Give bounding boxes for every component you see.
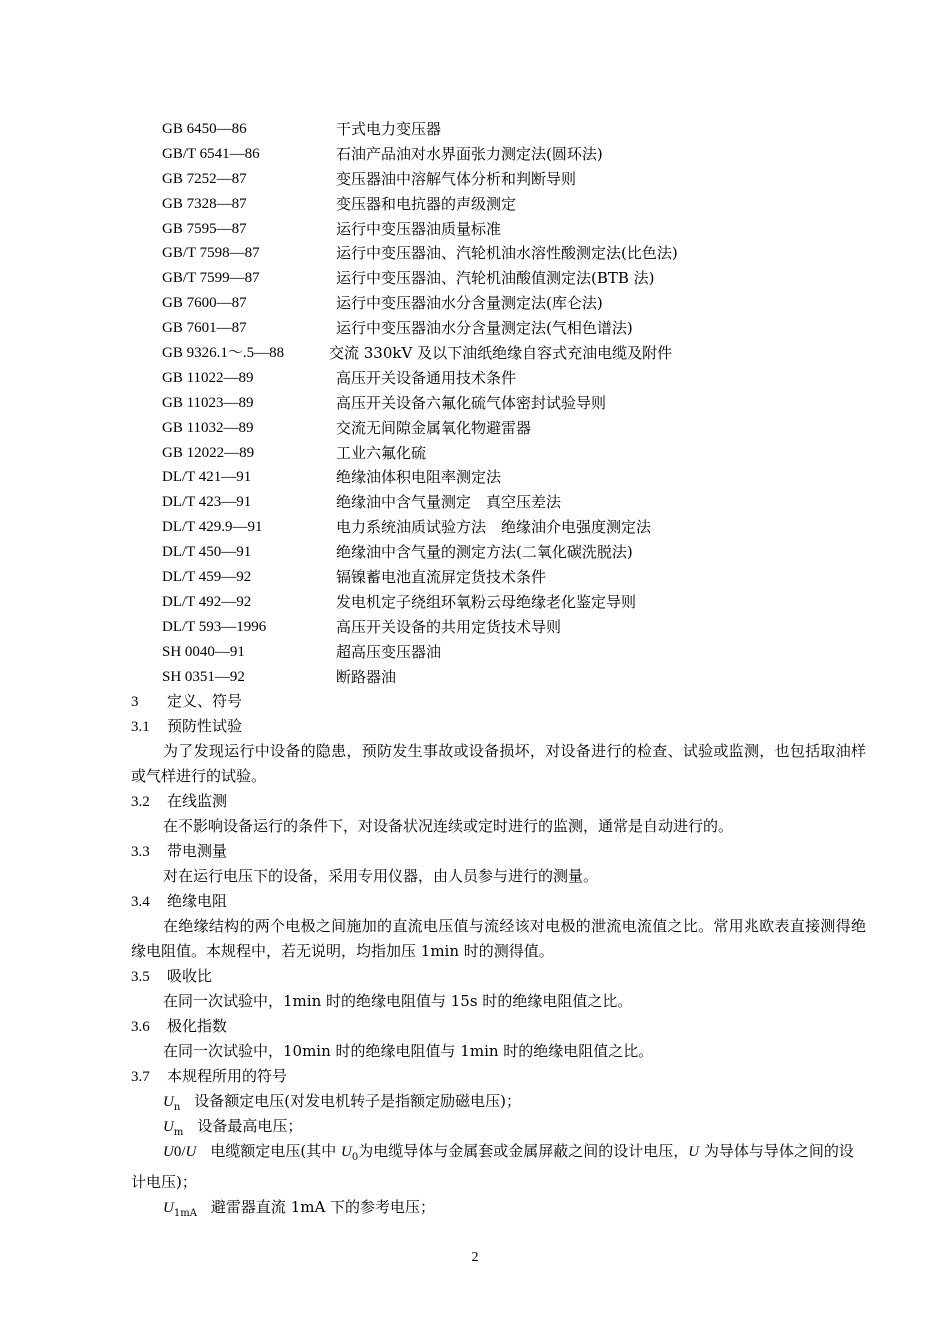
standard-code: GB 11023—89	[162, 394, 254, 411]
definition-heading	[131, 789, 866, 814]
standard-row	[162, 341, 882, 366]
section-number: 3.7	[131, 1069, 150, 1085]
symbol-letter: U	[185, 1144, 197, 1160]
section-3-7-heading	[131, 1064, 866, 1089]
standard-title: 运行中变压器油质量标准	[336, 219, 502, 238]
standard-title: 高压开关设备的共用定货技术导则	[336, 617, 562, 636]
standard-row	[162, 366, 882, 391]
definitions-section	[131, 689, 866, 1220]
standard-row	[162, 565, 882, 590]
standard-code: GB/T 6541—86	[162, 145, 260, 162]
standard-code: GB 9326.1～.5—88	[162, 345, 285, 362]
standard-title: 运行中变压器油水分含量测定法(库仑法)	[336, 294, 603, 313]
standard-title: 发电机定子绕组环氧粉云母绝缘老化鉴定导则	[336, 592, 637, 611]
standard-code: GB/T 7598—87	[162, 245, 260, 262]
symbol-letter: U	[163, 1119, 174, 1135]
standard-row	[162, 217, 882, 242]
symbol-mid: 0/	[173, 1144, 186, 1160]
symbol-description: 设备最高电压；	[197, 1117, 303, 1135]
definition-number: 3.1	[131, 719, 150, 735]
definition-heading	[131, 964, 866, 989]
standard-row	[162, 241, 882, 266]
symbol-letter: U	[163, 1144, 174, 1160]
standard-code: GB 11032—89	[162, 419, 254, 436]
symbol-u0u	[131, 1139, 866, 1195]
standard-title: 高压开关设备六氟化硫气体密封试验导则	[336, 393, 607, 412]
symbol-subscript: 1mA	[173, 1208, 197, 1219]
standard-row	[162, 540, 882, 565]
symbol-um	[131, 1114, 866, 1139]
definition-number: 3.2	[131, 794, 150, 810]
definition-text: 在绝缘结构的两个电极之间施加的直流电压值与流经该对电极的泄流电流值之比。常用兆欧表直接测得绝缘电阻值。本规程中，若无说明，均指加压 1min 时的测得值。	[131, 917, 866, 960]
symbol-description: 为电缆导体与金属套或金属屏蔽之间的设计电压，	[358, 1142, 689, 1160]
definition-text: 在不影响设备运行的条件下，对设备状况连续或定时进行的监测，通常是自动进行的。	[163, 817, 734, 835]
standard-code: GB 12022—89	[162, 444, 255, 461]
standard-code: GB 7252—87	[162, 170, 247, 187]
standard-row	[162, 465, 882, 490]
standard-title: 运行中变压器油水分含量测定法(气相色谱法)	[336, 319, 633, 338]
definition-number: 3.4	[131, 894, 150, 910]
definition-items	[131, 714, 866, 1064]
standard-row	[162, 192, 882, 217]
standard-row	[162, 640, 882, 665]
standard-code: DL/T 459—92	[162, 569, 252, 586]
standard-code: SH 0040—91	[162, 643, 245, 660]
symbol-letter: U	[340, 1144, 352, 1160]
definition-number: 3.5	[131, 969, 150, 985]
symbol-u1ma	[131, 1195, 866, 1220]
section-title: 本规程所用的符号	[167, 1067, 288, 1085]
symbol-description: 设备额定电压(对发电机转子是指额定励磁电压)；	[194, 1092, 522, 1110]
standard-code: DL/T 450—91	[162, 544, 252, 561]
standard-row	[162, 167, 882, 192]
definition-title: 预防性试验	[167, 717, 243, 735]
standard-title: 绝缘油中含气量的测定方法(二氧化碳洗脱法)	[336, 543, 633, 562]
standard-row	[162, 266, 882, 291]
symbol-letter: U	[163, 1200, 174, 1216]
symbol-un	[131, 1089, 866, 1114]
definition-heading	[131, 839, 866, 864]
standard-row	[162, 316, 882, 341]
section-3-heading	[131, 689, 866, 714]
symbol-subscript: 0	[351, 1152, 359, 1163]
standards-list	[162, 117, 882, 689]
standard-code: GB 6450—86	[162, 121, 247, 137]
standard-row	[162, 441, 882, 466]
symbol-description: 为导体与导体之间的设计电压)；	[131, 1142, 854, 1191]
symbol-letter: U	[163, 1094, 174, 1110]
standard-title: 交流 330kV 及以下油纸绝缘自容式充油电缆及附件	[329, 344, 673, 363]
standard-row	[162, 590, 882, 615]
standard-code: DL/T 421—91	[162, 469, 252, 486]
standard-code: DL/T 423—91	[162, 494, 252, 511]
standard-title: 高压开关设备通用技术条件	[336, 368, 517, 387]
definition-title: 带电测量	[167, 842, 228, 860]
standard-row	[162, 117, 882, 142]
standard-code: GB 7600—87	[162, 295, 247, 312]
definition-text: 对在运行电压下的设备，采用专用仪器，由人员参与进行的测量。	[163, 867, 599, 885]
symbol-subscript: m	[173, 1127, 184, 1138]
definition-title: 绝缘电阻	[167, 892, 228, 910]
definition-title: 在线监测	[167, 792, 228, 810]
standard-code: GB 7328—87	[162, 195, 247, 212]
definition-text: 为了发现运行中设备的隐患，预防发生事故或设备损坏，对设备进行的检查、试验或监测，也包括取油样或气样进行的试验。	[131, 742, 866, 785]
page-number: 2	[471, 1250, 479, 1265]
definition-text: 在同一次试验中，1min 时的绝缘电阻值与 15s 时的绝缘电阻值之比。	[163, 992, 633, 1010]
standard-title: 绝缘油中含气量测定 真空压差法	[336, 493, 562, 512]
standard-title: 变压器油中溶解气体分析和判断导则	[336, 169, 577, 188]
symbol-letter: U	[688, 1144, 700, 1160]
standard-row	[162, 665, 882, 690]
standard-code: DL/T 492—92	[162, 593, 252, 610]
standard-title: 交流无间隙金属氧化物避雷器	[336, 418, 532, 437]
standard-code: GB/T 7599—87	[162, 270, 260, 287]
standard-title: 电力系统油质试验方法 绝缘油介电强度测定法	[336, 518, 652, 537]
standard-row	[162, 615, 882, 640]
standard-title: 绝缘油体积电阻率测定法	[336, 468, 502, 487]
standard-title: 运行中变压器油、汽轮机油酸值测定法(BTB 法)	[336, 269, 655, 288]
standard-title: 干式电力变压器	[336, 120, 442, 138]
symbol-description: 电缆额定电压(其中	[210, 1142, 341, 1160]
standard-row	[162, 142, 882, 167]
standard-row	[162, 391, 882, 416]
definition-title: 极化指数	[167, 1017, 228, 1035]
standard-code: DL/T 593—1996	[162, 618, 267, 635]
definition-heading	[131, 714, 866, 739]
definition-title: 吸收比	[167, 967, 213, 985]
standard-title: 石油产品油对水界面张力测定法(圆环法)	[336, 144, 603, 163]
symbol-description: 避雷器直流 1mA 下的参考电压；	[210, 1198, 436, 1216]
section-number: 3	[131, 694, 139, 710]
symbol-subscript: n	[173, 1102, 181, 1113]
standard-code: DL/T 429.9—91	[162, 519, 263, 536]
standard-row	[162, 416, 882, 441]
standard-code: GB 11022—89	[162, 369, 254, 386]
standard-row	[162, 291, 882, 316]
standard-code: SH 0351—92	[162, 668, 245, 685]
standard-code: GB 7601—87	[162, 320, 247, 337]
standard-title: 镉镍蓄电池直流屏定货技术条件	[336, 568, 547, 587]
standard-row	[162, 490, 882, 515]
standard-code: GB 7595—87	[162, 220, 247, 237]
section-title: 定义、符号	[167, 692, 243, 710]
standard-title: 断路器油	[336, 667, 397, 686]
standard-title: 变压器和电抗器的声级测定	[336, 194, 517, 213]
standard-title: 工业六氟化硫	[336, 443, 427, 462]
definition-text: 在同一次试验中，10min 时的绝缘电阻值与 1min 时的绝缘电阻值之比。	[163, 1042, 654, 1060]
definition-number: 3.3	[131, 844, 150, 860]
standard-title: 运行中变压器油、汽轮机油水溶性酸测定法(比色法)	[336, 244, 678, 263]
definition-heading	[131, 1014, 866, 1039]
standard-title: 超高压变压器油	[336, 642, 442, 661]
standard-row	[162, 515, 882, 540]
definition-heading	[131, 889, 866, 914]
definition-number: 3.6	[131, 1019, 150, 1035]
